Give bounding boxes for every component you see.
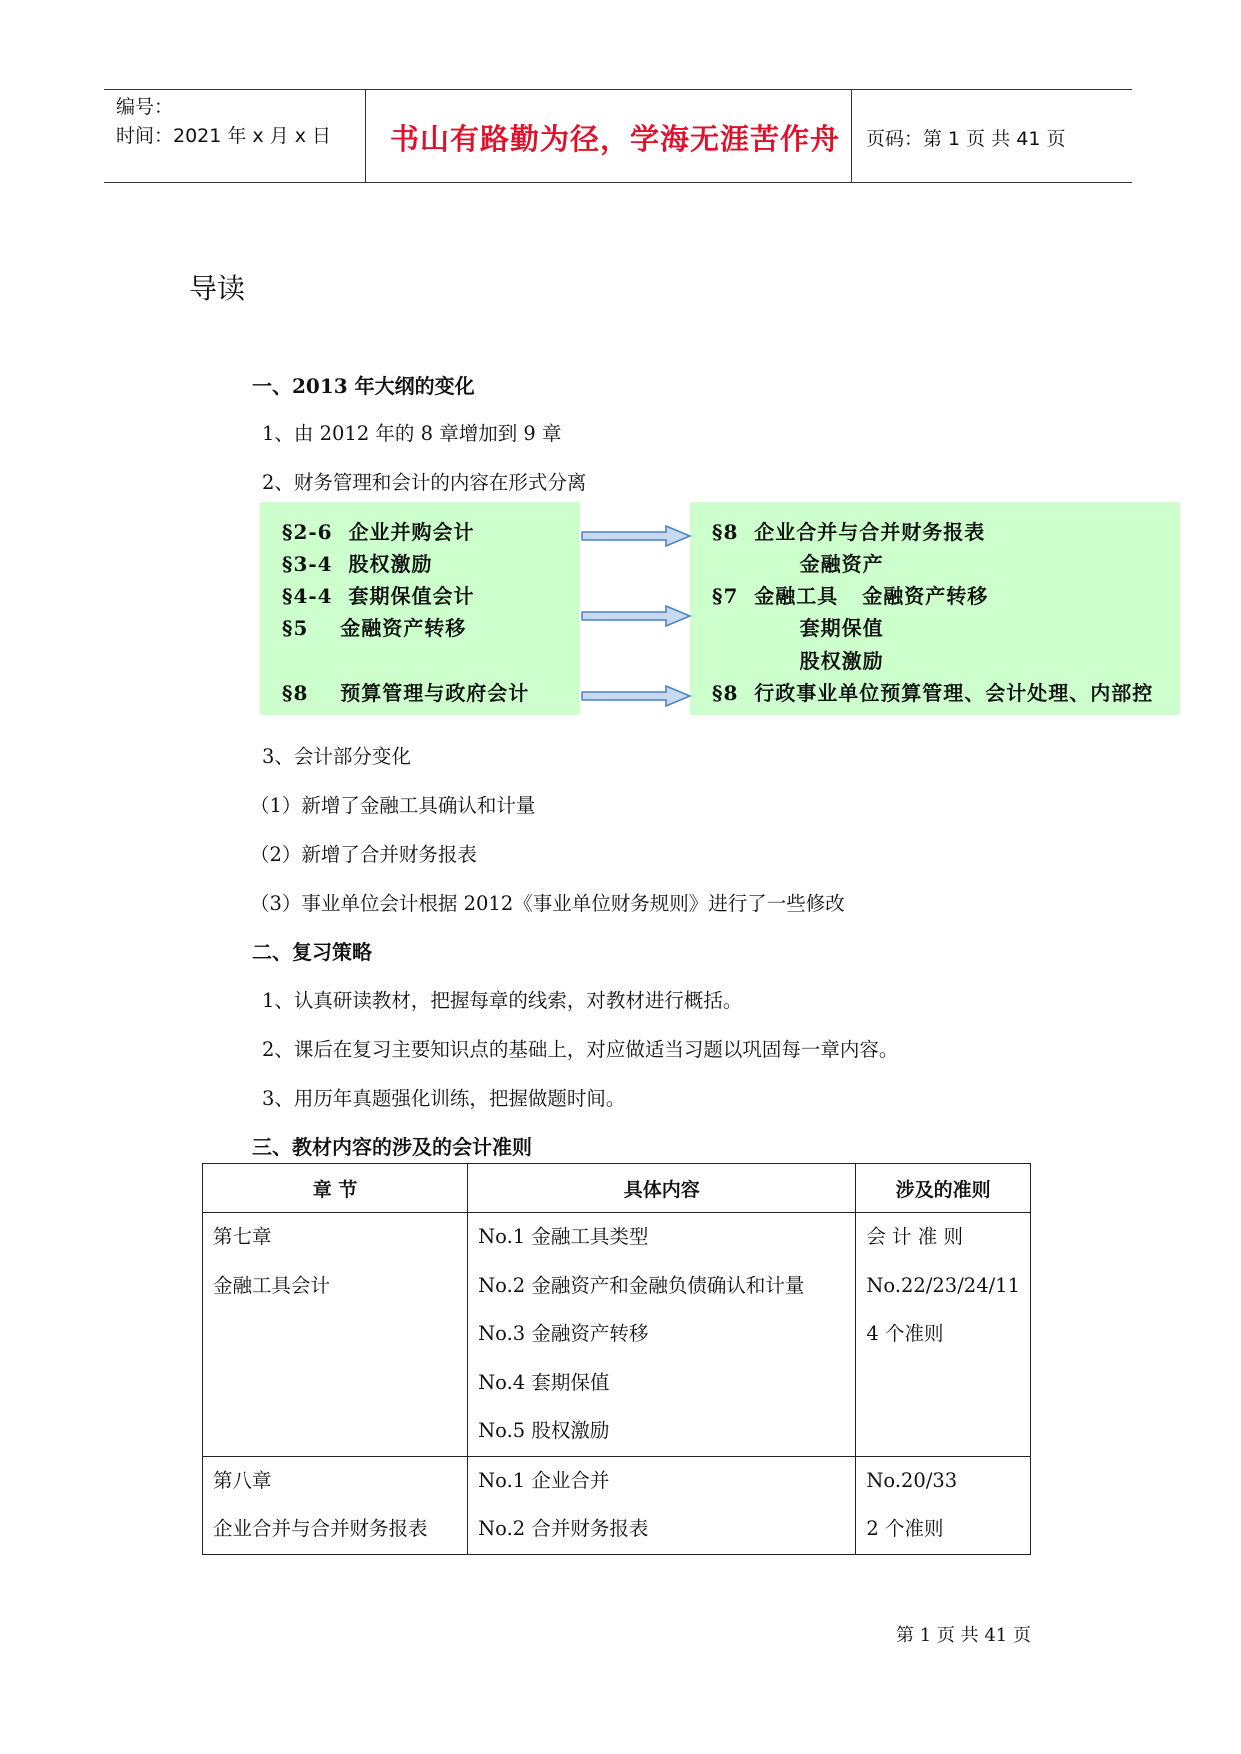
left-box-line: §2-6 企业并购会计 — [282, 520, 475, 544]
section2-item: 3、用历年真题强化训练，把握做题时间。 — [262, 1087, 626, 1110]
page-footer: 第 1 页 共 41 页 — [896, 1625, 1031, 1646]
right-box-line: §8 行政事业单位预算管理、会计处理、内部控 — [712, 681, 1154, 705]
chapter-cell — [203, 1456, 468, 1554]
header-number: 编号： — [116, 96, 174, 118]
standards-table — [202, 1163, 1031, 1555]
standards-cell — [856, 1456, 1031, 1554]
standards-line: 会 计 准 则 — [866, 1225, 963, 1248]
header-divider-left — [365, 90, 366, 182]
table-header-standards: 涉及的准则 — [856, 1164, 1031, 1213]
chapter-line: 金融工具会计 — [213, 1273, 331, 1297]
header-bottom-rule — [104, 182, 1132, 183]
content-line: No.5 股权激励 — [478, 1419, 610, 1442]
table-header-content: 具体内容 — [468, 1164, 856, 1213]
right-arrow-icon — [580, 684, 692, 708]
page-title: 导读 — [189, 272, 246, 305]
standards-line: 2 个准则 — [866, 1517, 944, 1540]
header-motto: 书山有路勤为径，学海无涯苦作舟 — [390, 122, 841, 156]
left-box-line: §5 金融资产转移 — [282, 616, 467, 640]
right-box-line: §8 企业合并与合并财务报表 — [712, 520, 986, 544]
table-row — [203, 1213, 1031, 1457]
standards-line: 4 个准则 — [866, 1322, 944, 1345]
right-box-line: 金融资产 — [712, 552, 884, 576]
content-line: No.2 金融资产和金融负债确认和计量 — [478, 1273, 805, 1297]
left-box-line: §3-4 股权激励 — [282, 552, 433, 576]
header-time: 时间：2021 年 x 月 x 日 — [116, 125, 332, 147]
header-page: 页码：第 1 页 共 41 页 — [866, 128, 1066, 150]
section1-sub3: （3）事业单位会计根据 2012《事业单位财务规则》进行了一些修改 — [250, 892, 845, 915]
table-row — [203, 1456, 1031, 1554]
content-line: No.4 套期保值 — [478, 1370, 610, 1394]
content-cell — [468, 1213, 856, 1457]
header-top-rule — [104, 89, 1132, 90]
standards-cell — [856, 1213, 1031, 1457]
left-box-line: §4-4 套期保值会计 — [282, 584, 475, 608]
section1-item1: 1、由 2012 年的 8 章增加到 9 章 — [262, 422, 562, 445]
section3-heading: 三、教材内容的涉及的会计准则 — [252, 1135, 532, 1159]
chapter-cell — [203, 1213, 468, 1457]
section1-sub1: （1）新增了金融工具确认和计量 — [250, 794, 536, 817]
table-header-row — [203, 1164, 1031, 1213]
right-arrow-icon — [580, 524, 692, 548]
content-line: No.2 合并财务报表 — [478, 1517, 649, 1540]
standards-line: No.22/23/24/11 — [866, 1273, 1020, 1297]
standards-line: No.20/33 — [866, 1468, 958, 1492]
table-header-chapter: 章 节 — [203, 1164, 468, 1213]
content-line: No.3 金融资产转移 — [478, 1322, 649, 1345]
left-box-line: §8 预算管理与政府会计 — [282, 681, 530, 705]
content-line: No.1 金融工具类型 — [478, 1225, 649, 1248]
section2-heading: 二、复习策略 — [252, 940, 372, 964]
section2-item: 2、课后在复习主要知识点的基础上，对应做适当习题以巩固每一章内容。 — [262, 1038, 899, 1061]
section1-item3: 3、会计部分变化 — [262, 745, 411, 768]
chapter-line: 企业合并与合并财务报表 — [213, 1517, 428, 1540]
right-box-line: 套期保值 — [712, 616, 884, 640]
chapter-line: 第八章 — [213, 1468, 272, 1492]
header-divider-right — [851, 90, 852, 182]
right-box-line: 股权激励 — [712, 649, 884, 673]
section1-item2: 2、财务管理和会计的内容在形式分离 — [262, 471, 587, 494]
right-arrow-icon — [580, 604, 692, 628]
right-box-line: §7 金融工具 金融资产转移 — [712, 584, 989, 608]
section2-item: 1、认真研读教材，把握每章的线索，对教材进行概括。 — [262, 989, 743, 1012]
chapter-line: 第七章 — [213, 1225, 272, 1248]
content-cell — [468, 1456, 856, 1554]
section1-sub2: （2）新增了合并财务报表 — [250, 843, 477, 866]
section1-heading: 一、2013 年大纲的变化 — [252, 374, 475, 398]
content-line: No.1 企业合并 — [478, 1468, 610, 1492]
